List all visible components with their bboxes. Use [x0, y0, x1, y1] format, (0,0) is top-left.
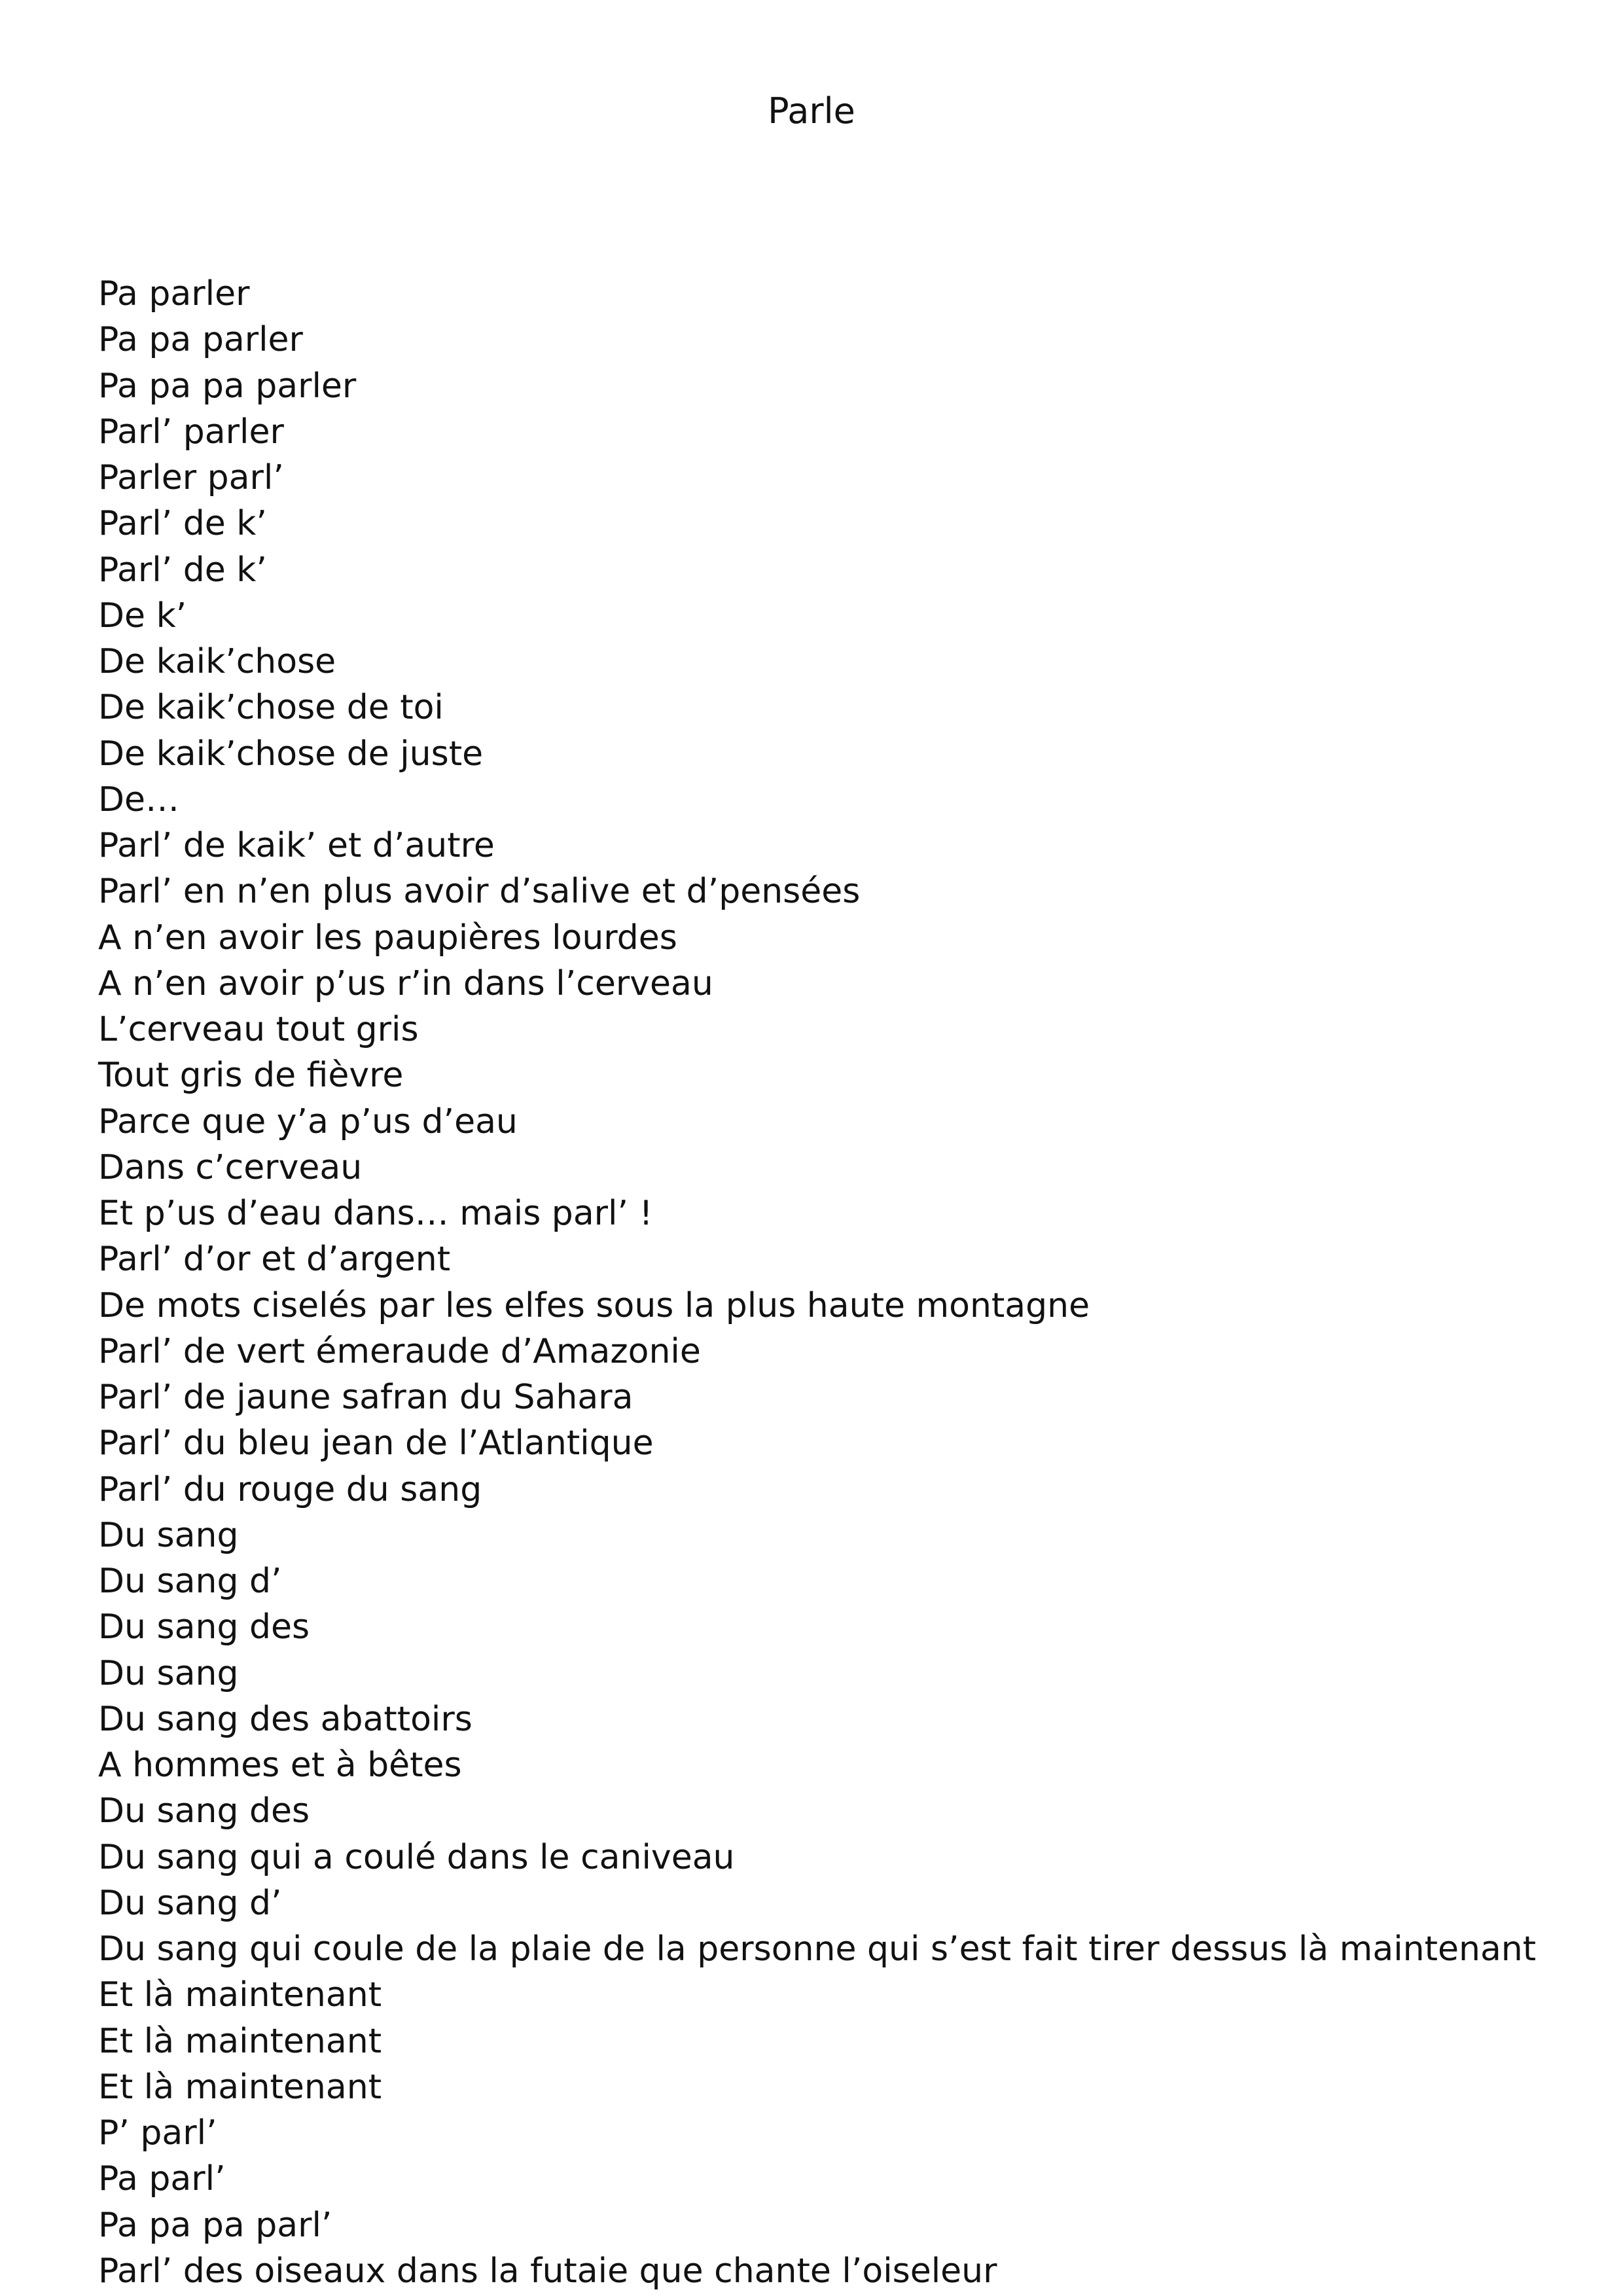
poem-line: Du sang qui coule de la plaie de la personne qui s’est fait tirer dessus là maintenant	[98, 1929, 1537, 1969]
poem-line: Parl’ du rouge du sang	[98, 1469, 482, 1509]
poem-line: Parl’ du bleu jean de l’Atlantique	[98, 1424, 654, 1463]
poem-line: De kaik’chose	[98, 642, 336, 681]
poem-line: Parl’ de kaik’ et d’autre	[98, 826, 495, 865]
poem-line: Parl’ de vert émeraude d’Amazonie	[98, 1331, 701, 1371]
poem-line: Parl’ d’or et d’argent	[98, 1240, 451, 1280]
poem-body	[98, 271, 1538, 2294]
poem-line: Du sang d’	[98, 1883, 282, 1923]
poem-line: A n’en avoir p’us r’in dans l’cerveau	[98, 963, 713, 1003]
poem-line: Dans c’cerveau	[98, 1147, 363, 1187]
poem-line: Parce que y’a p’us d’eau	[98, 1102, 518, 1141]
poem-line: Pa parl’	[98, 2159, 226, 2199]
poem-line: Parl’ de k’	[98, 504, 267, 544]
poem-title: Parle	[768, 90, 855, 132]
poem-line: Et là maintenant	[98, 2021, 382, 2061]
poem-line: Pa pa pa parl’	[98, 2205, 332, 2245]
poem-line: Parl’ des oiseaux dans la futaie que chante l’oiseleur	[98, 2251, 997, 2291]
poem-line: Pa pa parler	[98, 320, 303, 360]
poem-line: Tout gris de fièvre	[98, 1056, 404, 1096]
poem-line: Du sang des	[98, 1791, 310, 1831]
poem-line: Et p’us d’eau dans… mais parl’ !	[98, 1194, 653, 1233]
poem-line: Parl’ en n’en plus avoir d’salive et d’pensées	[98, 872, 861, 912]
poem-line: A n’en avoir les paupières lourdes	[98, 918, 677, 958]
poem-line: Du sang des abattoirs	[98, 1699, 473, 1739]
poem-line: Pa parler	[98, 274, 250, 314]
poem-line: Parl’ parler	[98, 412, 284, 452]
poem-line: Du sang des	[98, 1607, 310, 1647]
poem-line: Et là maintenant	[98, 2067, 382, 2107]
poem-line: Parler parl’	[98, 458, 284, 497]
poem-line: Du sang qui a coulé dans le caniveau	[98, 1837, 735, 1877]
poem-line: Pa pa pa parler	[98, 366, 357, 406]
poem-line: P’ parl’	[98, 2113, 217, 2153]
poem-line: De k’	[98, 596, 187, 636]
poem-line: De mots ciselés par les elfes sous la plus haute montagne	[98, 1285, 1090, 1325]
poem-line: De kaik’chose de juste	[98, 734, 484, 774]
poem-line: A hommes et à bêtes	[98, 1746, 462, 1785]
poem-line: Du sang	[98, 1515, 239, 1555]
poem-line: Parl’ de jaune safran du Sahara	[98, 1378, 633, 1417]
poem-line: Et là maintenant	[98, 1975, 382, 2015]
poem-line: De…	[98, 780, 180, 819]
poem-line: Du sang	[98, 1653, 239, 1693]
poem-line: Du sang d’	[98, 1562, 282, 1601]
poem-line: L’cerveau tout gris	[98, 1010, 419, 1049]
poem-line: Parl’ de k’	[98, 550, 267, 590]
poem-line: De kaik’chose de toi	[98, 688, 444, 728]
